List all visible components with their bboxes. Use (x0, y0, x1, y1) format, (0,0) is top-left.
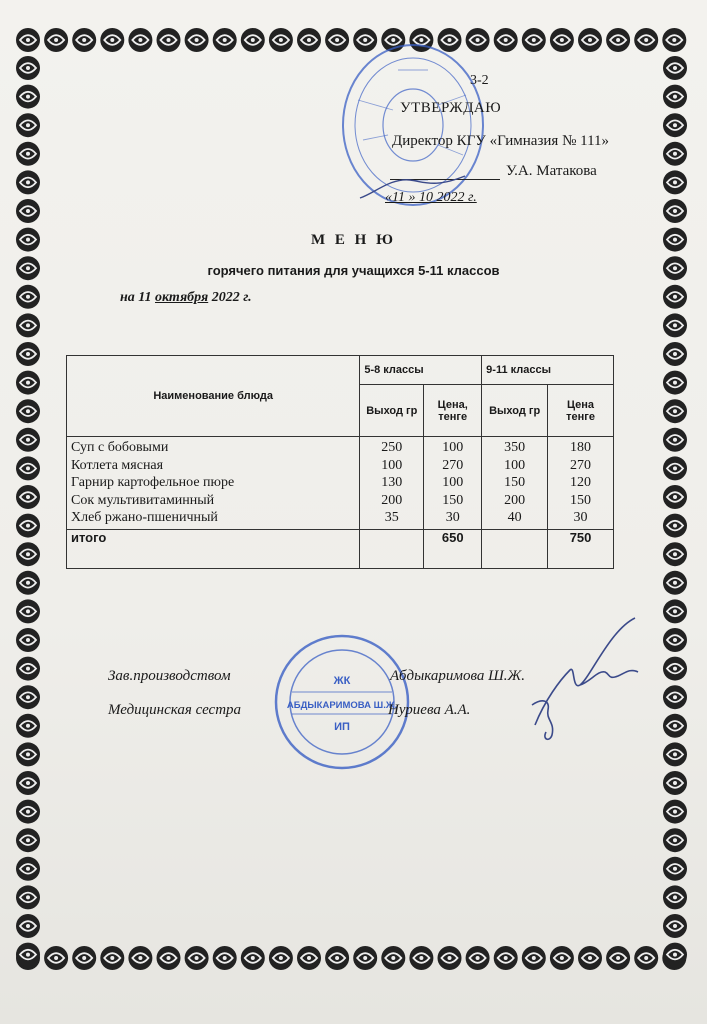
ornament-motif (16, 857, 40, 881)
approval-date: «11 » 10 2022 г. (385, 190, 477, 205)
empty-cell (482, 529, 548, 568)
ornament-motif (16, 599, 40, 623)
ornament-motif (16, 285, 40, 309)
yield-value: 100 (381, 457, 403, 473)
ornament-motif (494, 946, 518, 970)
total-row (67, 529, 614, 568)
ornament-motif (663, 399, 687, 423)
ornament-motif (297, 28, 321, 52)
price-value: 270 (442, 457, 464, 473)
ornament-motif (663, 742, 687, 766)
price-value: 30 (573, 510, 588, 525)
ornament-motif (157, 946, 181, 970)
group-header-5-8: 5-8 классы (360, 356, 482, 385)
ornament-motif (663, 56, 687, 80)
ornament-motif (522, 946, 546, 970)
price-value: 150 (570, 492, 592, 508)
ornament-motif (353, 946, 377, 970)
ornament-motif (241, 946, 265, 970)
ornament-motif (128, 946, 152, 970)
ornament-motif (16, 685, 40, 709)
ornament-motif (16, 170, 40, 194)
ornament-motif (16, 714, 40, 738)
dish-name: Гарнир картофельное пюре (71, 475, 235, 490)
ornament-motif (663, 914, 687, 938)
nurse-line (108, 702, 241, 719)
stamp-type-text: ИП (334, 721, 350, 733)
ornament-motif (16, 771, 40, 795)
production-name: Абдыкаримова Ш.Ж. (390, 668, 525, 684)
prices-5-8 (424, 437, 482, 530)
ornament-motif (578, 946, 602, 970)
ornament-motif (16, 56, 40, 80)
price-value: 180 (570, 440, 592, 455)
document-number: 3-2 (470, 73, 489, 88)
yield-value: 35 (384, 510, 399, 525)
dish-names (67, 437, 360, 530)
ornament-motif (663, 313, 687, 337)
yield-value: 350 (504, 440, 526, 455)
total-label: итого (67, 529, 360, 568)
nurse-label: Медицинская сестра (108, 702, 242, 718)
price-value: 100 (442, 440, 464, 455)
approve-label: УТВЕРЖДАЮ (400, 100, 502, 116)
ornament-motif (663, 456, 687, 480)
ornament-motif (522, 28, 546, 52)
ornament-motif (634, 28, 658, 52)
ornament-motif (16, 456, 40, 480)
ornament-motif (606, 28, 630, 52)
ornament-motif (16, 571, 40, 595)
ornament-motif (269, 28, 293, 52)
price-value: 270 (570, 457, 592, 473)
price-header-5-8: Цена, тенге (424, 385, 482, 437)
ornament-motif (16, 800, 40, 824)
director-line: Директор КГУ «Гимназия № 111» (392, 133, 610, 149)
yield-value: 150 (504, 475, 526, 490)
yields-9-11 (482, 437, 548, 530)
dish-name: Суп с бобовыми (71, 440, 169, 455)
price-header-9-11: Цена тенге (548, 385, 614, 437)
ornament-motif (16, 371, 40, 395)
ornament-motif (16, 885, 40, 909)
dishes-row (67, 437, 614, 530)
ornament-motif (466, 946, 490, 970)
ornament-motif (634, 946, 658, 970)
ornament-motif (662, 28, 686, 52)
price-value: 120 (570, 475, 592, 490)
ornament-motif (663, 485, 687, 509)
ornament-motif (297, 946, 321, 970)
ornament-motif (16, 485, 40, 509)
ornament-motif (663, 599, 687, 623)
ornament-motif (663, 628, 687, 652)
menu-title: М Е Н Ю (311, 232, 396, 248)
yield-header-9-11: Выход гр (482, 385, 548, 437)
menu-subtitle: горячего питания для учащихся 5-11 классов (207, 263, 500, 278)
ornament-motif (494, 28, 518, 52)
price-value: 100 (442, 475, 464, 490)
ornament-motif (16, 742, 40, 766)
ornament-motif (16, 313, 40, 337)
ornament-motif (185, 28, 209, 52)
ornament-motif (663, 771, 687, 795)
ornament-motif (663, 542, 687, 566)
ornament-motif (663, 885, 687, 909)
ornament-motif (185, 946, 209, 970)
ornament-motif (16, 428, 40, 452)
ornament-motif (16, 85, 40, 109)
menu-date: на 11 октября 2022 г. (120, 290, 252, 305)
ornament-motif (16, 113, 40, 137)
ornament-motif (16, 914, 40, 938)
ornament-motif (663, 828, 687, 852)
ornament-motif (663, 113, 687, 137)
total-9-11: 750 (548, 529, 614, 568)
dish-name: Сок мультивитаминный (71, 492, 215, 508)
ornament-motif (663, 428, 687, 452)
ornament-motif (72, 946, 96, 970)
empty-cell (360, 529, 424, 568)
price-value: 30 (445, 510, 460, 525)
yield-value: 130 (381, 475, 403, 490)
ornament-motif (325, 946, 349, 970)
ornament-motif (663, 714, 687, 738)
ornament-motif (213, 28, 237, 52)
ornament-motif (16, 142, 40, 166)
ornament-motif (550, 946, 574, 970)
ornament-motif (16, 28, 40, 52)
ornament-motif (44, 946, 68, 970)
price-value: 150 (442, 492, 464, 508)
production-line (108, 668, 231, 685)
ornament-motif (16, 399, 40, 423)
ornament-motif (663, 342, 687, 366)
yield-value: 200 (381, 492, 403, 508)
ornament-motif (16, 199, 40, 223)
ornament-motif (663, 800, 687, 824)
ornament-motif (100, 946, 124, 970)
ornament-motif (16, 342, 40, 366)
stamp-center-text: ЖК (333, 675, 351, 687)
yields-5-8 (360, 437, 424, 530)
ornament-motif (16, 943, 40, 967)
ornament-motif (663, 657, 687, 681)
ornament-motif (663, 943, 687, 967)
yield-value: 40 (507, 510, 522, 525)
ornament-motif (663, 685, 687, 709)
ornament-motif (241, 28, 265, 52)
ornament-motif (438, 946, 462, 970)
ornament-motif (128, 28, 152, 52)
ornament-motif (213, 946, 237, 970)
ornament-motif (157, 28, 181, 52)
nurse-name: Нуриева А.А. (388, 702, 471, 718)
ornament-motif (663, 371, 687, 395)
ornament-motif (663, 571, 687, 595)
ornament-motif (663, 514, 687, 538)
ornament-motif (578, 28, 602, 52)
dish-column-header: Наименование блюда (67, 356, 360, 437)
ornament-motif (269, 946, 293, 970)
ornament-motif (663, 85, 687, 109)
menu-table (66, 355, 614, 569)
yield-value: 250 (381, 440, 403, 455)
ornament-motif (16, 514, 40, 538)
ornament-motif (16, 828, 40, 852)
prices-9-11 (548, 437, 614, 530)
group-header-9-11: 9-11 классы (482, 356, 614, 385)
ornament-motif (409, 946, 433, 970)
ornament-motif (16, 542, 40, 566)
ornament-motif (16, 657, 40, 681)
ornament-motif (44, 28, 68, 52)
ornament-motif (663, 142, 687, 166)
ornament-motif (16, 628, 40, 652)
ornament-motif (663, 199, 687, 223)
ornament-motif (550, 28, 574, 52)
yield-value: 200 (504, 492, 526, 508)
production-label: Зав.производством (108, 668, 231, 684)
ornament-motif (663, 857, 687, 881)
ornament-motif (72, 28, 96, 52)
ornament-motif (606, 946, 630, 970)
ornament-motif (381, 946, 405, 970)
dish-name: Котлета мясная (71, 457, 164, 473)
yield-value: 100 (504, 457, 526, 473)
dish-name: Хлеб ржано-пшеничный (71, 510, 218, 525)
yield-header-5-8: Выход гр (360, 385, 424, 437)
ornament-motif (663, 170, 687, 194)
ornament-motif (100, 28, 124, 52)
signature (355, 168, 475, 208)
stamp-name-text: АБДЫКАРИМОВА Ш.Ж. (286, 700, 398, 711)
signature (520, 610, 650, 750)
ornament-motif (663, 285, 687, 309)
director-name: У.А. Матакова (506, 163, 597, 179)
total-5-8: 650 (424, 529, 482, 568)
